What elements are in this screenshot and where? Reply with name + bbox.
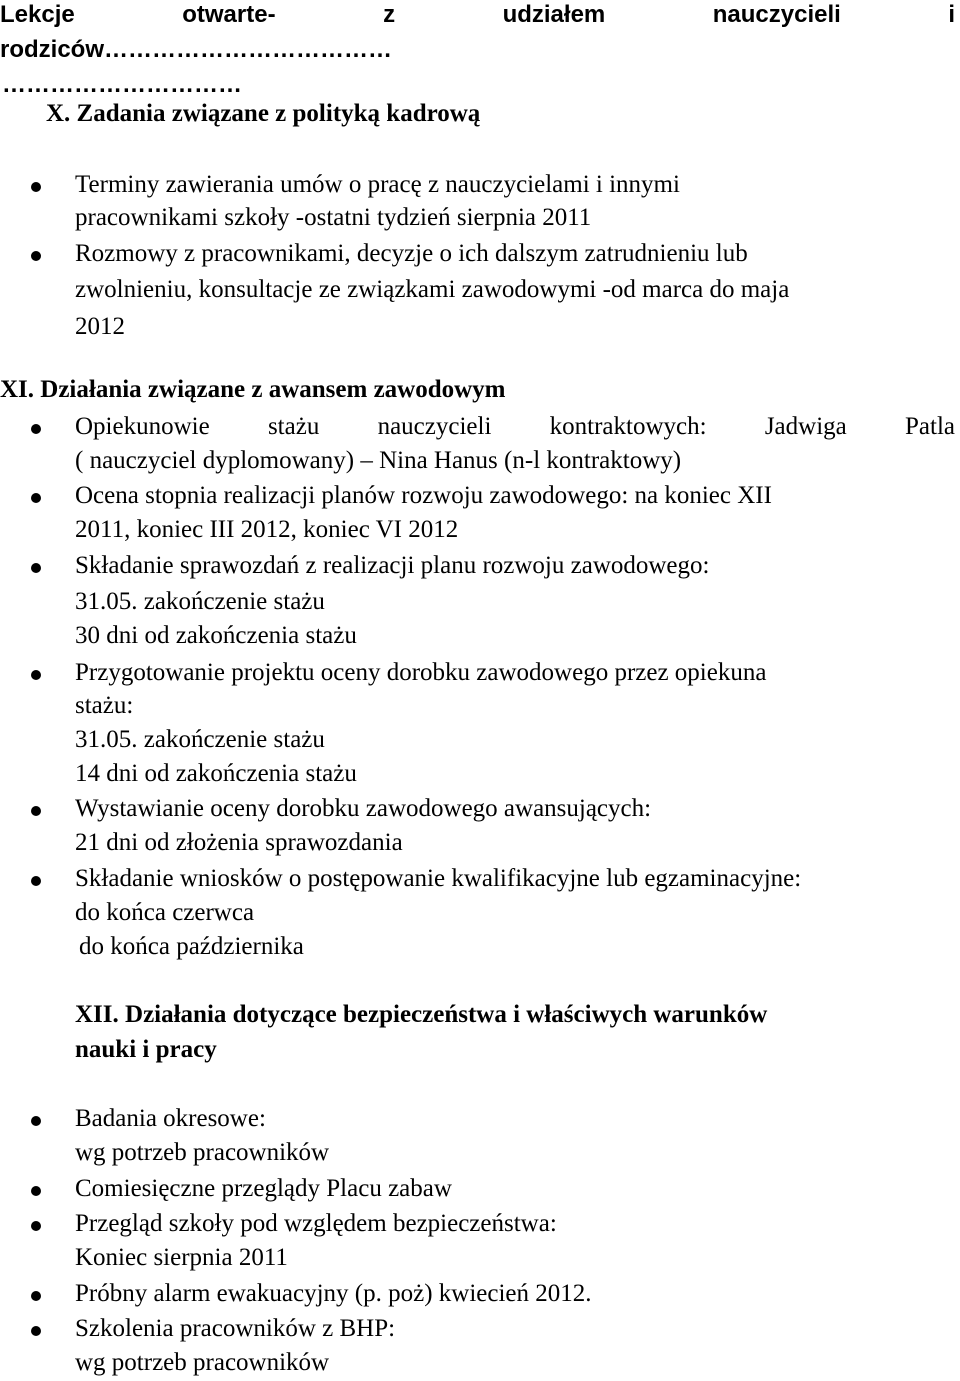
bullet-icon: [31, 1291, 41, 1301]
word: nauczycieli: [377, 413, 492, 440]
list-item-text: pracownikami szkoły -ostatni tydzień sierpnia 2011: [75, 204, 592, 231]
list-item-text: 31.05. zakończenie stażu: [75, 588, 325, 615]
list-item-text: 14 dni od zakończenia stażu: [75, 760, 357, 787]
bullet-icon: [31, 1186, 41, 1196]
bullet-icon: [31, 182, 41, 192]
bullet-icon: [31, 1116, 41, 1126]
list-item-text: Próbny alarm ewakuacyjny (p. poż) kwiecień 2012.: [75, 1280, 592, 1307]
list-item-text: [75, 412, 955, 442]
list-item-text: do końca czerwca: [75, 899, 255, 926]
header-word: otwarte-: [182, 1, 276, 28]
bullet-icon: [31, 1221, 41, 1231]
header-word: z: [383, 1, 396, 28]
list-item-text: Koniec sierpnia 2011: [75, 1244, 288, 1271]
list-item-text: stażu:: [75, 692, 134, 719]
bullet-icon: [31, 563, 41, 573]
list-item-text: Składanie wniosków o postępowanie kwalifikacyjne lub egzaminacyjne:: [75, 865, 802, 892]
list-item-text: wg potrzeb pracowników: [75, 1349, 330, 1376]
list-item-text: zwolnieniu, konsultacje ze związkami zawodowymi -od marca do maja: [75, 276, 790, 303]
list-item-text: 2011, koniec III 2012, koniec VI 2012: [75, 516, 459, 543]
bullet-icon: [31, 424, 41, 434]
word: Patla: [905, 413, 955, 440]
bullet-icon: [31, 876, 41, 886]
list-item-text: Badania okresowe:: [75, 1105, 266, 1132]
section-xii-title-cont: nauki i pracy: [75, 1036, 217, 1063]
section-xii-title: XII. Działania dotyczące bezpieczeństwa i właściwych warunków: [75, 1001, 768, 1028]
bullet-icon: [31, 493, 41, 503]
word: kontraktowych:: [549, 413, 707, 440]
list-item-text: Ocena stopnia realizacji planów rozwoju zawodowego: na koniec XII: [75, 482, 772, 509]
header-line-2: rodziców………………………………: [0, 36, 393, 63]
section-x-title: X. Zadania związane z polityką kadrową: [46, 100, 481, 127]
header-word: i: [948, 1, 955, 28]
list-item-text: ( nauczyciel dyplomowany) – Nina Hanus (n-l kontraktowy): [75, 447, 682, 474]
section-xi-title: XI. Działania związane z awansem zawodowym: [0, 376, 506, 403]
list-item-text: do końca października: [79, 933, 304, 960]
list-item-text: 2012: [75, 313, 125, 340]
header-line-3: …………………………: [2, 71, 242, 98]
bullet-icon: [31, 1326, 41, 1336]
list-item-text: Comiesięczne przeglądy Placu zabaw: [75, 1175, 452, 1202]
header-word: Lekcje: [0, 1, 75, 28]
list-item-text: 30 dni od zakończenia stażu: [75, 622, 357, 649]
list-item-text: wg potrzeb pracowników: [75, 1139, 330, 1166]
word: stażu: [267, 413, 320, 440]
list-item-text: 21 dni od złożenia sprawozdania: [75, 829, 403, 856]
word: Opiekunowie: [75, 413, 210, 440]
header-word: nauczycieli: [712, 1, 841, 28]
list-item-text: Składanie sprawozdań z realizacji planu rozwoju zawodowego:: [75, 552, 710, 579]
bullet-icon: [31, 670, 41, 680]
header-word: udziałem: [502, 1, 606, 28]
list-item-text: Przygotowanie projektu oceny dorobku zawodowego przez opiekuna: [75, 659, 767, 686]
list-item-text: Rozmowy z pracownikami, decyzje o ich dalszym zatrudnieniu lub: [75, 240, 748, 267]
list-item-text: Wystawianie oceny dorobku zawodowego awansujących:: [75, 795, 652, 822]
header-line-1: [0, 0, 955, 30]
bullet-icon: [31, 251, 41, 261]
list-item-text: Szkolenia pracowników z BHP:: [75, 1315, 396, 1342]
list-item-text: Przegląd szkoły pod względem bezpieczeństwa:: [75, 1210, 557, 1237]
word: Jadwiga: [764, 413, 847, 440]
list-item-text: Terminy zawierania umów o pracę z nauczycielami i innymi: [75, 171, 680, 198]
list-item-text: 31.05. zakończenie stażu: [75, 726, 325, 753]
bullet-icon: [31, 806, 41, 816]
